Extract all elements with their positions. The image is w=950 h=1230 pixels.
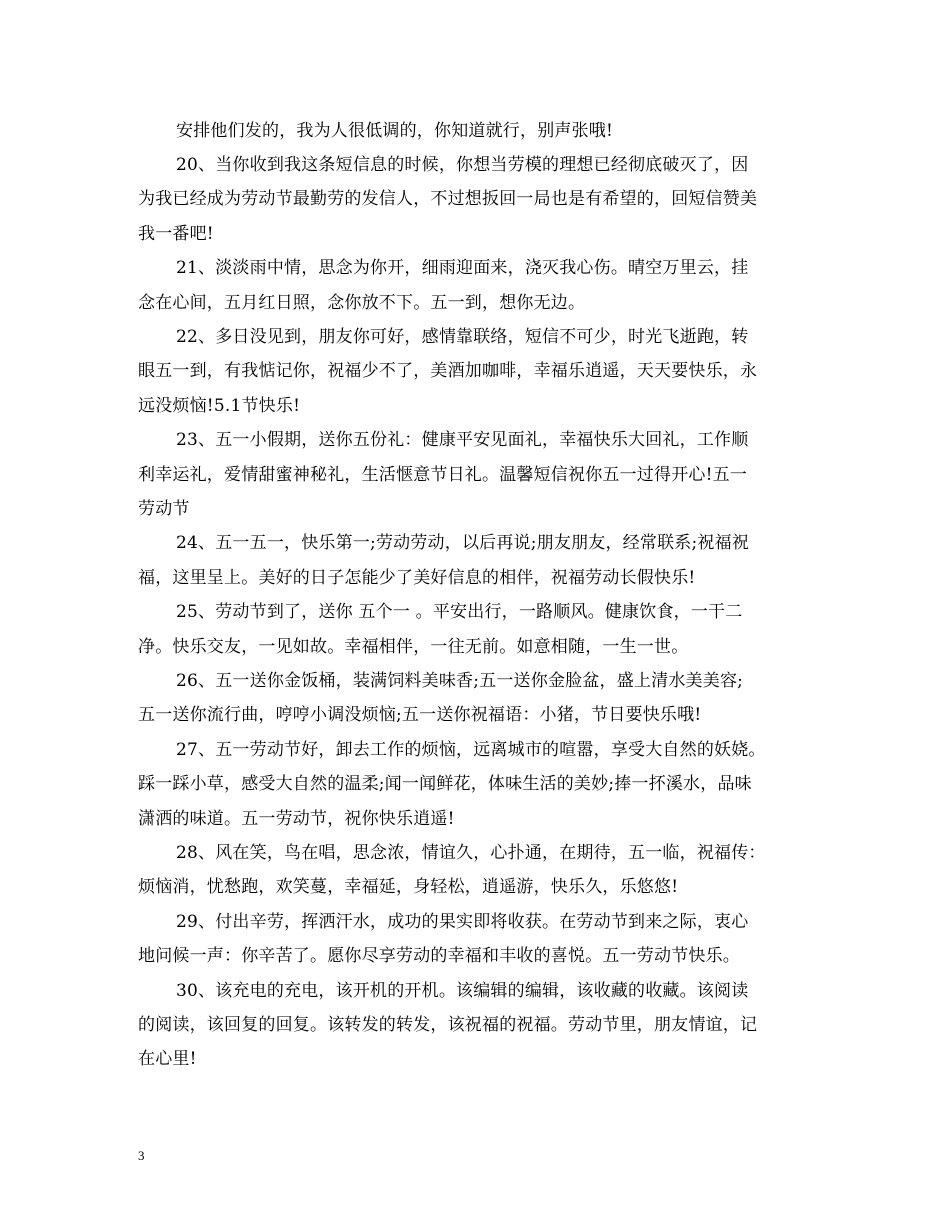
text-line: 踩一踩小草，感受大自然的温柔;闻一闻鲜花，体味生活的美妙;捧一抔溪水，品味 xyxy=(138,774,752,794)
text-line: 27、五一劳动节好，卸去工作的烦恼，远离城市的喧嚣，享受大自然的妖娆。 xyxy=(176,740,766,760)
text-line: 潇洒的味道。五一劳动节，祝你快乐逍遥! xyxy=(138,809,455,829)
text-line: 28、风在笑，鸟在唱，思念浓，情谊久，心扑通，在期待，五一临，祝福传： xyxy=(176,843,766,863)
text-line: 的阅读，该回复的回复。该转发的转发，该祝福的祝福。劳动节里，朋友情谊，记 xyxy=(138,1015,758,1035)
text-line: 29、付出辛劳，挥洒汗水，成功的果实即将收获。在劳动节到来之际，衷心 xyxy=(176,912,749,932)
text-line: 远没烦恼!5.1节快乐! xyxy=(138,396,301,416)
text-line: 22、多日没见到，朋友你可好，感情靠联络，短信不可少，时光飞逝跑，转 xyxy=(176,327,749,347)
text-line: 20、当你收到我这条短信息的时候，你想当劳模的理想已经彻底破灭了，因 xyxy=(176,155,749,175)
text-line: 我一番吧! xyxy=(138,224,214,244)
text-line: 地问候一声：你辛苦了。愿你尽享劳动的幸福和丰收的喜悦。五一劳动节快乐。 xyxy=(138,946,740,966)
text-line: 福，这里呈上。美好的日子怎能少了美好信息的相伴，祝福劳动长假快乐! xyxy=(138,568,696,588)
text-line: 烦恼消，忧愁跑，欢笑蔓，幸福延，身轻松，逍遥游，快乐久，乐悠悠! xyxy=(138,877,679,897)
text-line: 利幸运礼，爱情甜蜜神秘礼，生活惬意节日礼。温馨短信祝你五一过得开心!五一 xyxy=(138,465,748,485)
text-line: 30、该充电的充电，该开机的开机。该编辑的编辑，该收藏的收藏。该阅读 xyxy=(176,981,749,1001)
text-line: 在心里! xyxy=(138,1049,197,1069)
text-line: 26、五一送你金饭桶，装满饲料美味香;五一送你金脸盆，盛上清水美美容; xyxy=(176,671,744,691)
text-line: 眼五一到，有我惦记你，祝福少不了，美酒加咖啡，幸福乐逍遥，天天要快乐，永 xyxy=(138,361,758,381)
text-line: 24、五一五一，快乐第一;劳动劳动，以后再说;朋友朋友，经常联系;祝福祝 xyxy=(176,533,750,553)
text-line: 23、五一小假期，送你五份礼：健康平安见面礼，幸福快乐大回礼，工作顺 xyxy=(176,430,749,450)
text-line: 安排他们发的，我为人很低调的，你知道就行，别声张哦! xyxy=(176,121,614,141)
page-number: 3 xyxy=(138,1148,145,1163)
text-line: 五一送你流行曲，哼哼小调没烦恼;五一送你祝福语：小猪，节日要快乐哦! xyxy=(138,705,702,725)
text-line: 念在心间，五月红日照，念你放不下。五一到，想你无边。 xyxy=(138,293,586,313)
text-line: 劳动节 xyxy=(138,499,190,519)
text-line: 净。快乐交友，一见如故。幸福相伴，一往无前。如意相随，一生一世。 xyxy=(138,637,689,657)
text-line: 为我已经成为劳动节最勤劳的发信人，不过想扳回一局也是有希望的，回短信赞美 xyxy=(138,189,758,209)
text-line: 25、劳动节到了，送你 五个一 。平安出行，一路顺风。健康饮食，一干二 xyxy=(176,602,743,622)
text-line: 21、淡淡雨中情，思念为你开，细雨迎面来，浇灭我心伤。晴空万里云，挂 xyxy=(176,258,749,278)
